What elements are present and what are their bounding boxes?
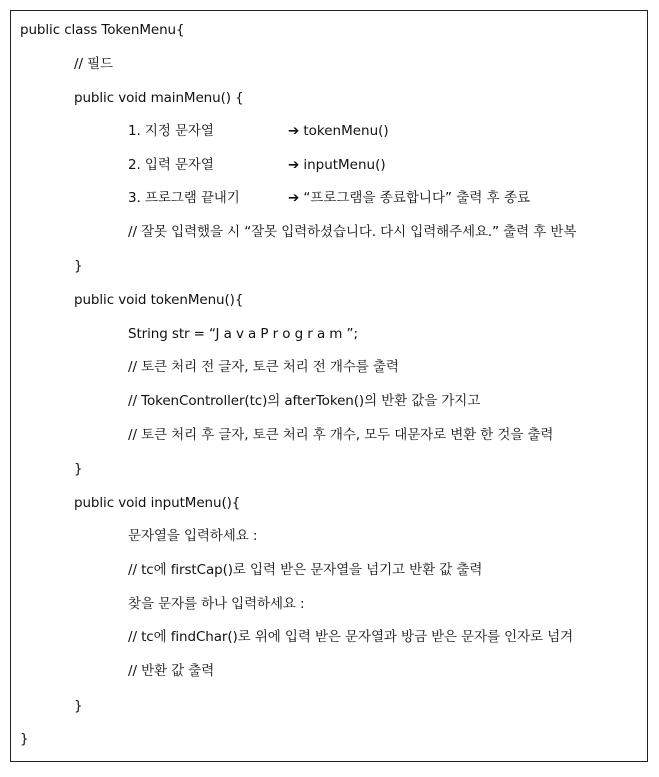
token-menu-signature: public void tokenMenu(){ <box>74 292 244 308</box>
menu-item-1-target: tokenMenu() <box>303 123 389 139</box>
menu-item-1-label: 1. 지정 문자열 <box>128 123 214 139</box>
token-comment-2: // TokenController(tc)의 afterToken()의 반환 값을 가지고 <box>128 393 481 409</box>
token-comment-1: // 토큰 처리 전 글자, 토큰 처리 전 개수를 출력 <box>128 359 399 375</box>
menu-item-2-target: inputMenu() <box>303 157 386 173</box>
field-comment: // 필드 <box>74 56 113 72</box>
menu-item-3-mapping <box>288 189 530 207</box>
input-comment-1: // tc에 firstCap()로 입력 받은 문자열을 넘기고 반환 값 출력 <box>128 562 483 578</box>
arrow-icon: ➔ <box>288 157 300 173</box>
input-comment-2: // tc에 findChar()로 위에 입력 받은 문자열과 방금 받은 문자를 인자로 넘겨 <box>128 629 574 645</box>
arrow-icon: ➔ <box>288 190 300 206</box>
menu-item-1-mapping <box>288 122 389 140</box>
input-menu-signature: public void inputMenu(){ <box>74 495 241 511</box>
main-menu-signature: public void mainMenu() { <box>74 90 244 106</box>
class-close-brace: } <box>20 731 29 747</box>
input-prompt-2: 찾을 문자를 하나 입력하세요 : <box>128 596 305 612</box>
arrow-icon: ➔ <box>288 123 300 139</box>
input-prompt-1: 문자열을 입력하세요 : <box>128 528 258 544</box>
menu-item-3-label: 3. 프로그램 끝내기 <box>128 190 240 206</box>
menu-item-3-target: “프로그램을 종료합니다” 출력 후 종료 <box>303 190 531 206</box>
main-menu-close-brace: } <box>74 258 83 274</box>
menu-item-2-label: 2. 입력 문자열 <box>128 157 214 173</box>
token-comment-3: // 토큰 처리 후 글자, 토큰 처리 후 개수, 모두 대문자로 변환 한 것을 출력 <box>128 427 554 443</box>
string-declaration: String str = “J a v a P r o g r a m ”; <box>128 326 358 342</box>
menu-item-2-mapping <box>288 156 386 174</box>
wrong-input-comment: // 잘못 입력했을 시 “잘못 입력하셨습니다. 다시 입력해주세요.” 출력 후 반복 <box>128 224 577 240</box>
input-menu-close-brace: } <box>74 698 83 714</box>
class-declaration: public class TokenMenu{ <box>20 22 185 38</box>
token-menu-close-brace: } <box>74 461 83 477</box>
input-comment-3: // 반환 값 출력 <box>128 663 215 679</box>
